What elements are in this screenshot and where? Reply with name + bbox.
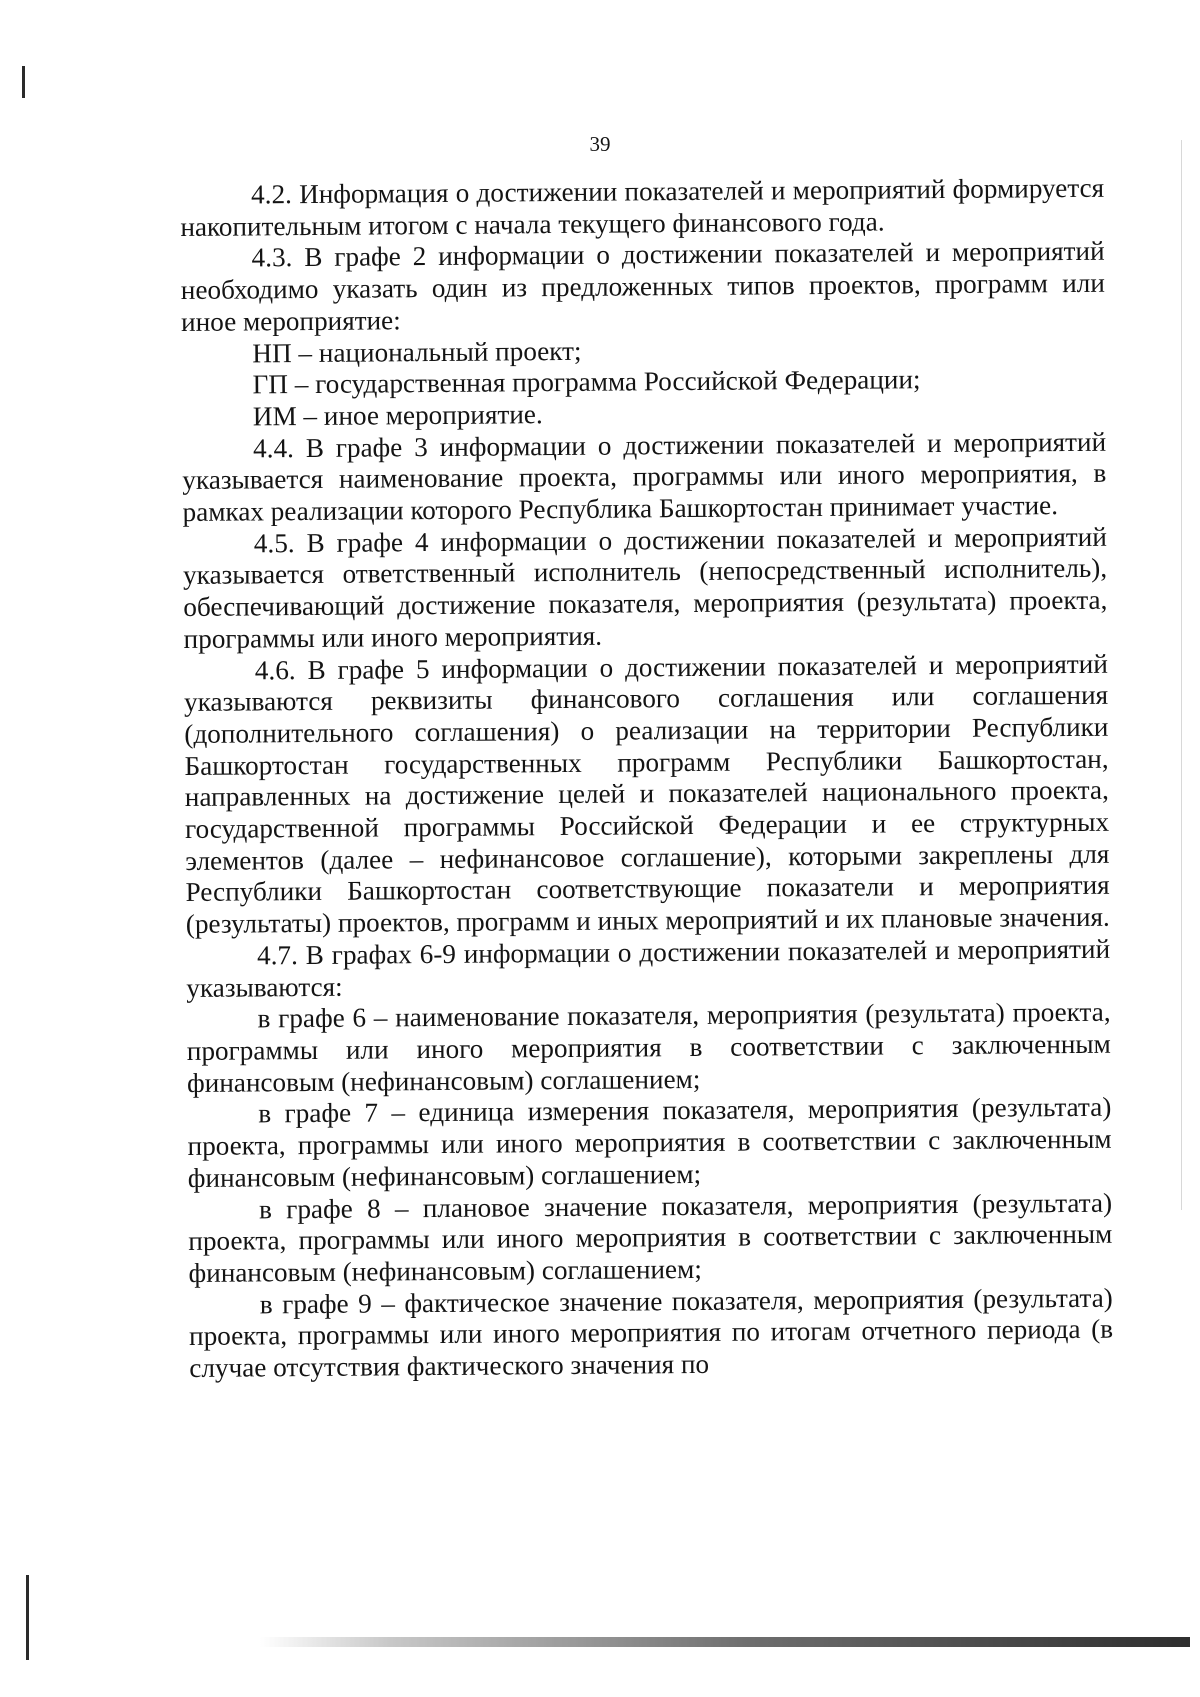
column-7-description: в графе 7 – единица измерения показателя, мероприятия (результата) проекта, программы или иного мероприятия в соответствии с заключенным финансовым (нефинансовым) соглашением; [187,1092,1112,1193]
column-8-description: в графе 8 – плановое значение показателя, мероприятия (результата) проекта, программы или иного мероприятия в соответствии с заключенным финансовым (нефинансовым) соглашением; [188,1187,1113,1288]
list-item-gp: ГП – государственная программа Российской Федерации; [252,364,921,400]
column-9-description: в графе 9 – фактическое значение показателя, мероприятия (результата) проекта, программы или иного мероприятия по итогам отчетного периода (в случае отсутствия фактического значения по [188,1282,1114,1383]
binding-mark-top [22,66,25,98]
binding-mark-bottom [26,1575,29,1660]
paragraph-4-4: 4.4. В графе 3 информации о достижении показателей и мероприятий указывается наименование проекта, программы или иного мероприятия, в рамках реализации которого Республика Башкортостан принимает участие. [182,426,1107,528]
column-6-description: в графе 6 – наименование показателя, мероприятия (результата) проекта, программы или иного мероприятия в соответствии с заключенным финансовым (нефинансовым) соглашением; [186,996,1111,1098]
bottom-scan-rule [260,1637,1190,1647]
paragraph-4-2: 4.2. Информация о достижении показателей и мероприятий формируется накопительным итогом с начала текущего финансового года. [180,172,1105,242]
list-item-np: НП – национальный проект; [252,335,582,368]
page-number: 39 [589,132,611,156]
paragraph-4-3: 4.3. В графе 2 информации о достижении показателей и мероприятий необходимо указать один из предложенных типов проектов, программ или иное мероприятие: [180,236,1105,337]
list-item-im: ИМ – иное мероприятие. [252,399,543,432]
paragraph-4-5: 4.5. В графе 4 информации о достижении показателей и мероприятий указывается ответственный исполнитель (непосредственный исполнитель), обеспечивающий достижение показателя, мероприятия (результата) проекта, программы или иного мероприятия. [182,521,1108,654]
paragraph-4-6: 4.6. В графе 5 информации о достижении показателей и мероприятий указываются реквизиты финансового соглашения или соглашения (дополнительного соглашения) о реализации на территории Республики Башкортостан государственных программ Республики Башкортостан, направленных на достижение целей и показателей национального проекта, государственной программы Российской Федерации и ее структурных элементов (далее – нефинансовое соглашение), которыми закреплены для Республики Башкортостан соответствующие показатели и мероприятия (результаты) проектов, программ и иных мероприятий и их плановые значения. [183,648,1110,940]
paragraph-4-7: 4.7. В графах 6-9 информации о достижении показателей и мероприятий указываются: [186,933,1111,1003]
document-body [180,173,1113,1385]
page-edge-line [1181,140,1182,1210]
